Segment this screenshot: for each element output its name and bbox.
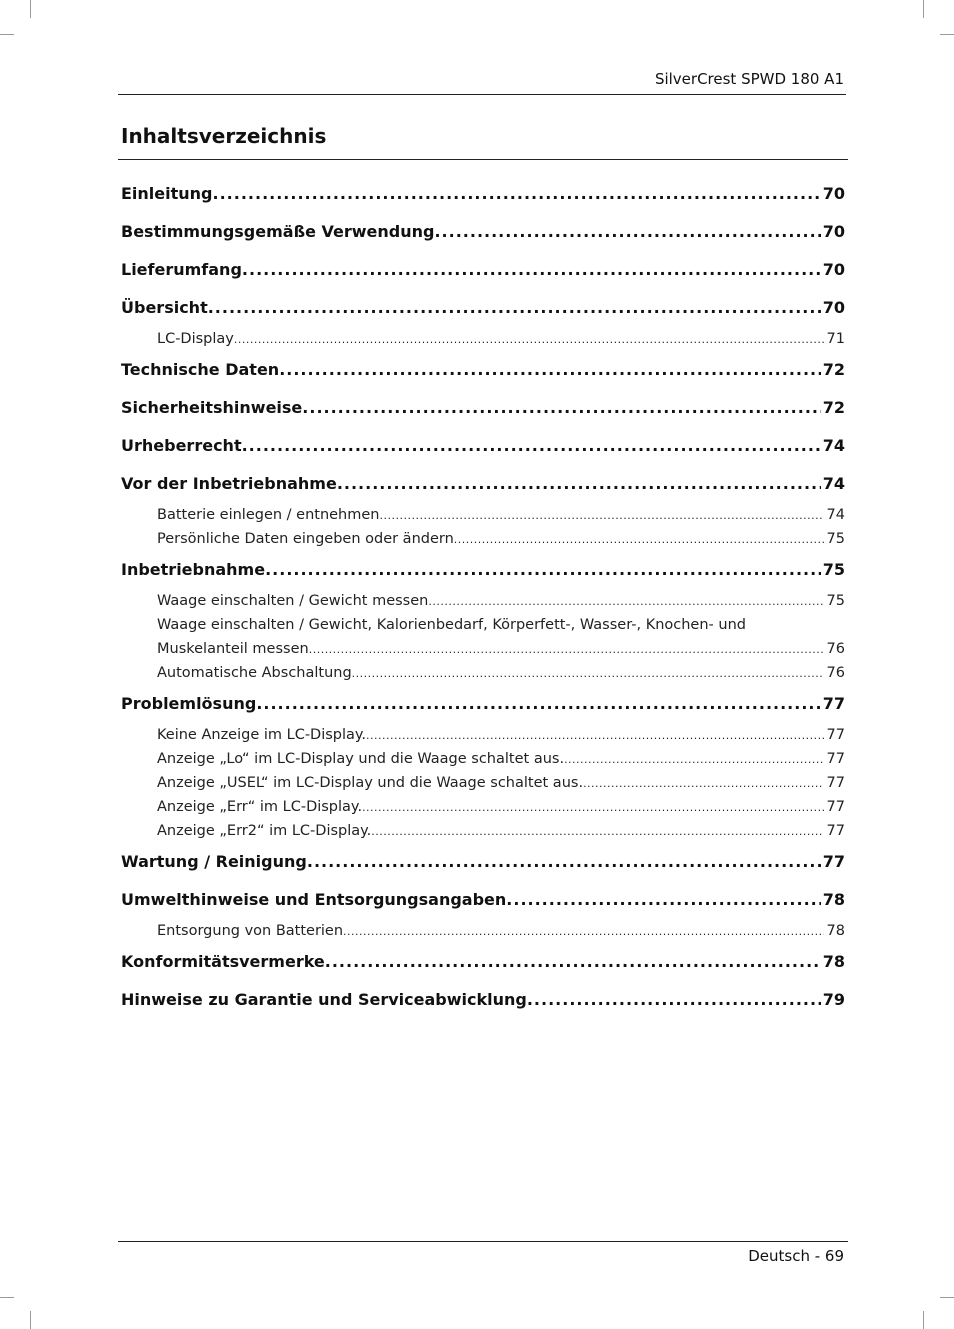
toc-entry-page: 75 [826,593,845,609]
toc-entry-title: Anzeige „USEL“ im LC-Display und die Waage schaltet aus. [157,775,584,791]
dot-leader [343,920,824,944]
toc-entry-title: Vor der Inbetriebnahme [121,474,337,493]
toc-entry-page: 77 [826,799,845,815]
toc-entry-einleitung[interactable] [121,182,845,206]
toc-entry-title: Entsorgung von Batterien [157,923,344,939]
toc-entry-title: Bestimmungsgemäße Verwendung [121,222,435,241]
toc-entry-page: 77 [826,751,845,767]
dot-leader [234,328,824,352]
toc-entry-title: Waage einschalten / Gewicht messen [157,593,429,609]
crop-mark [923,0,924,18]
toc-entry-title: LC-Display [157,331,234,347]
toc-subentry-waage-gewicht[interactable] [121,589,845,613]
dot-leader [379,504,823,528]
toc-entry-title: Problemlösung [121,694,257,713]
toc-entry-title: Anzeige „Err2“ im LC-Display. [157,823,372,839]
toc-entry-problemloesung[interactable] [121,692,845,716]
crop-mark [30,0,31,18]
toc-entry-title: Batterie einlegen / entnehmen [157,507,380,523]
dot-leader [265,558,821,582]
toc-entry-title: Persönliche Daten eingeben oder ändern [157,531,454,547]
crop-mark [0,1297,14,1298]
toc-entry-page: 78 [822,890,845,909]
toc-entry-page: 71 [826,331,845,347]
toc-entry-page: 77 [826,775,845,791]
toc-entry-urheberrecht[interactable] [121,434,845,458]
toc-entry-page: 74 [822,436,845,455]
crop-mark [0,34,14,35]
toc-entry-title: Wartung / Reinigung [121,852,307,871]
toc-entry-page: 78 [822,952,845,971]
toc-entry-page: 70 [822,260,845,279]
toc-entry-title: Automatische Abschaltung [157,665,352,681]
header-rule [118,94,846,95]
toc-entry-title: Sicherheitshinweise [121,398,303,417]
toc-subentry-entsorgung-batterien[interactable] [121,919,845,943]
toc-subentry-lcdisplay[interactable] [121,327,845,351]
toc-entry-page: 77 [822,694,845,713]
toc-entry-page: 77 [822,852,845,871]
table-of-contents [121,182,845,1012]
toc-entry-title: Urheberrecht [121,436,242,455]
dot-leader [256,692,820,716]
toc-entry-page: 75 [822,560,845,579]
toc-entry-inbetriebnahme[interactable] [121,558,845,582]
dot-leader [325,950,821,974]
header-product: SilverCrest SPWD 180 A1 [654,70,844,88]
page-title: Inhaltsverzeichnis [121,124,327,148]
toc-entry-title: Technische Daten [121,360,280,379]
footer-page-label: Deutsch - 69 [748,1247,844,1265]
toc-entry-title: Inbetriebnahme [121,560,266,579]
toc-entry-page: 72 [822,398,845,417]
toc-entry-page: 70 [822,222,845,241]
toc-entry-page: 70 [822,298,845,317]
toc-entry-page: 79 [822,990,845,1009]
dot-leader [506,888,820,912]
toc-entry-page: 77 [826,823,845,839]
crop-mark [30,1311,31,1329]
toc-entry-page: 78 [826,923,845,939]
toc-entry-garantie[interactable] [121,988,845,1012]
dot-leader [352,662,824,686]
dot-leader [454,528,824,552]
toc-entry-page: 74 [826,507,845,523]
toc-subentry-anzeige-lo[interactable] [121,747,845,771]
toc-subentry-anzeige-err2[interactable] [121,819,845,843]
dot-leader [337,472,821,496]
dot-leader [583,772,823,796]
dot-leader [307,850,821,874]
toc-entry-title: Anzeige „Lo“ im LC-Display und die Waage schaltet aus. [157,751,565,767]
dot-leader [366,724,824,748]
dot-leader [362,796,823,820]
dot-leader [434,220,820,244]
toc-entry-title: Lieferumfang [121,260,242,279]
toc-subentry-waage-kalorien[interactable] [121,613,845,661]
toc-entry-uebersicht[interactable] [121,296,845,320]
toc-entry-wartung[interactable] [121,850,845,874]
toc-subentry-keine-anzeige[interactable] [121,723,845,747]
toc-entry-title: Konformitätsvermerke [121,952,325,971]
toc-entry-page: 76 [826,641,845,657]
toc-entry-lieferumfang[interactable] [121,258,845,282]
toc-entry-bestimmung[interactable] [121,220,845,244]
dot-leader [428,590,823,614]
dot-leader [242,258,821,282]
toc-subentry-anzeige-err[interactable] [121,795,845,819]
toc-entry-title: Anzeige „Err“ im LC-Display. [157,799,363,815]
dot-leader [309,638,824,662]
toc-entry-sicherheit[interactable] [121,396,845,420]
dot-leader [279,358,821,382]
toc-entry-umwelthinweise[interactable] [121,888,845,912]
toc-entry-title-line2: Muskelanteil messen [157,641,309,657]
footer-rule [118,1241,848,1242]
crop-mark [940,1297,954,1298]
toc-subentry-batterie[interactable] [121,503,845,527]
toc-entry-page: 77 [826,727,845,743]
toc-entry-title: Umwelthinweise und Entsorgungsangaben [121,890,507,909]
toc-entry-technische-daten[interactable] [121,358,845,382]
toc-entry-konformitaet[interactable] [121,950,845,974]
toc-entry-page: 76 [826,665,845,681]
toc-entry-page: 70 [822,184,845,203]
crop-mark [923,1311,924,1329]
dot-leader [564,748,823,772]
toc-entry-line2 [121,637,845,661]
dot-leader [302,396,820,420]
toc-entry-page: 74 [822,474,845,493]
toc-entry-title-line1: Waage einschalten / Gewicht, Kalorienbedarf, Körperfett-, Wasser-, Knochen- und [157,617,746,633]
toc-entry-title: Einleitung [121,184,213,203]
title-rule [118,159,848,160]
dot-leader [208,296,821,320]
dot-leader [527,988,821,1012]
toc-entry-vor-inbetriebnahme[interactable] [121,472,845,496]
toc-entry-title: Übersicht [121,298,208,317]
toc-subentry-abschaltung[interactable] [121,661,845,685]
toc-subentry-persoenliche-daten[interactable] [121,527,845,551]
toc-entry-page: 75 [826,531,845,547]
dot-leader [371,820,823,844]
toc-entry-title: Hinweise zu Garantie und Serviceabwicklung [121,990,527,1009]
toc-entry-page: 72 [822,360,845,379]
dot-leader [242,434,821,458]
dot-leader [213,182,821,206]
crop-mark [940,34,954,35]
toc-entry-title: Keine Anzeige im LC-Display. [157,727,367,743]
toc-subentry-anzeige-usel[interactable] [121,771,845,795]
